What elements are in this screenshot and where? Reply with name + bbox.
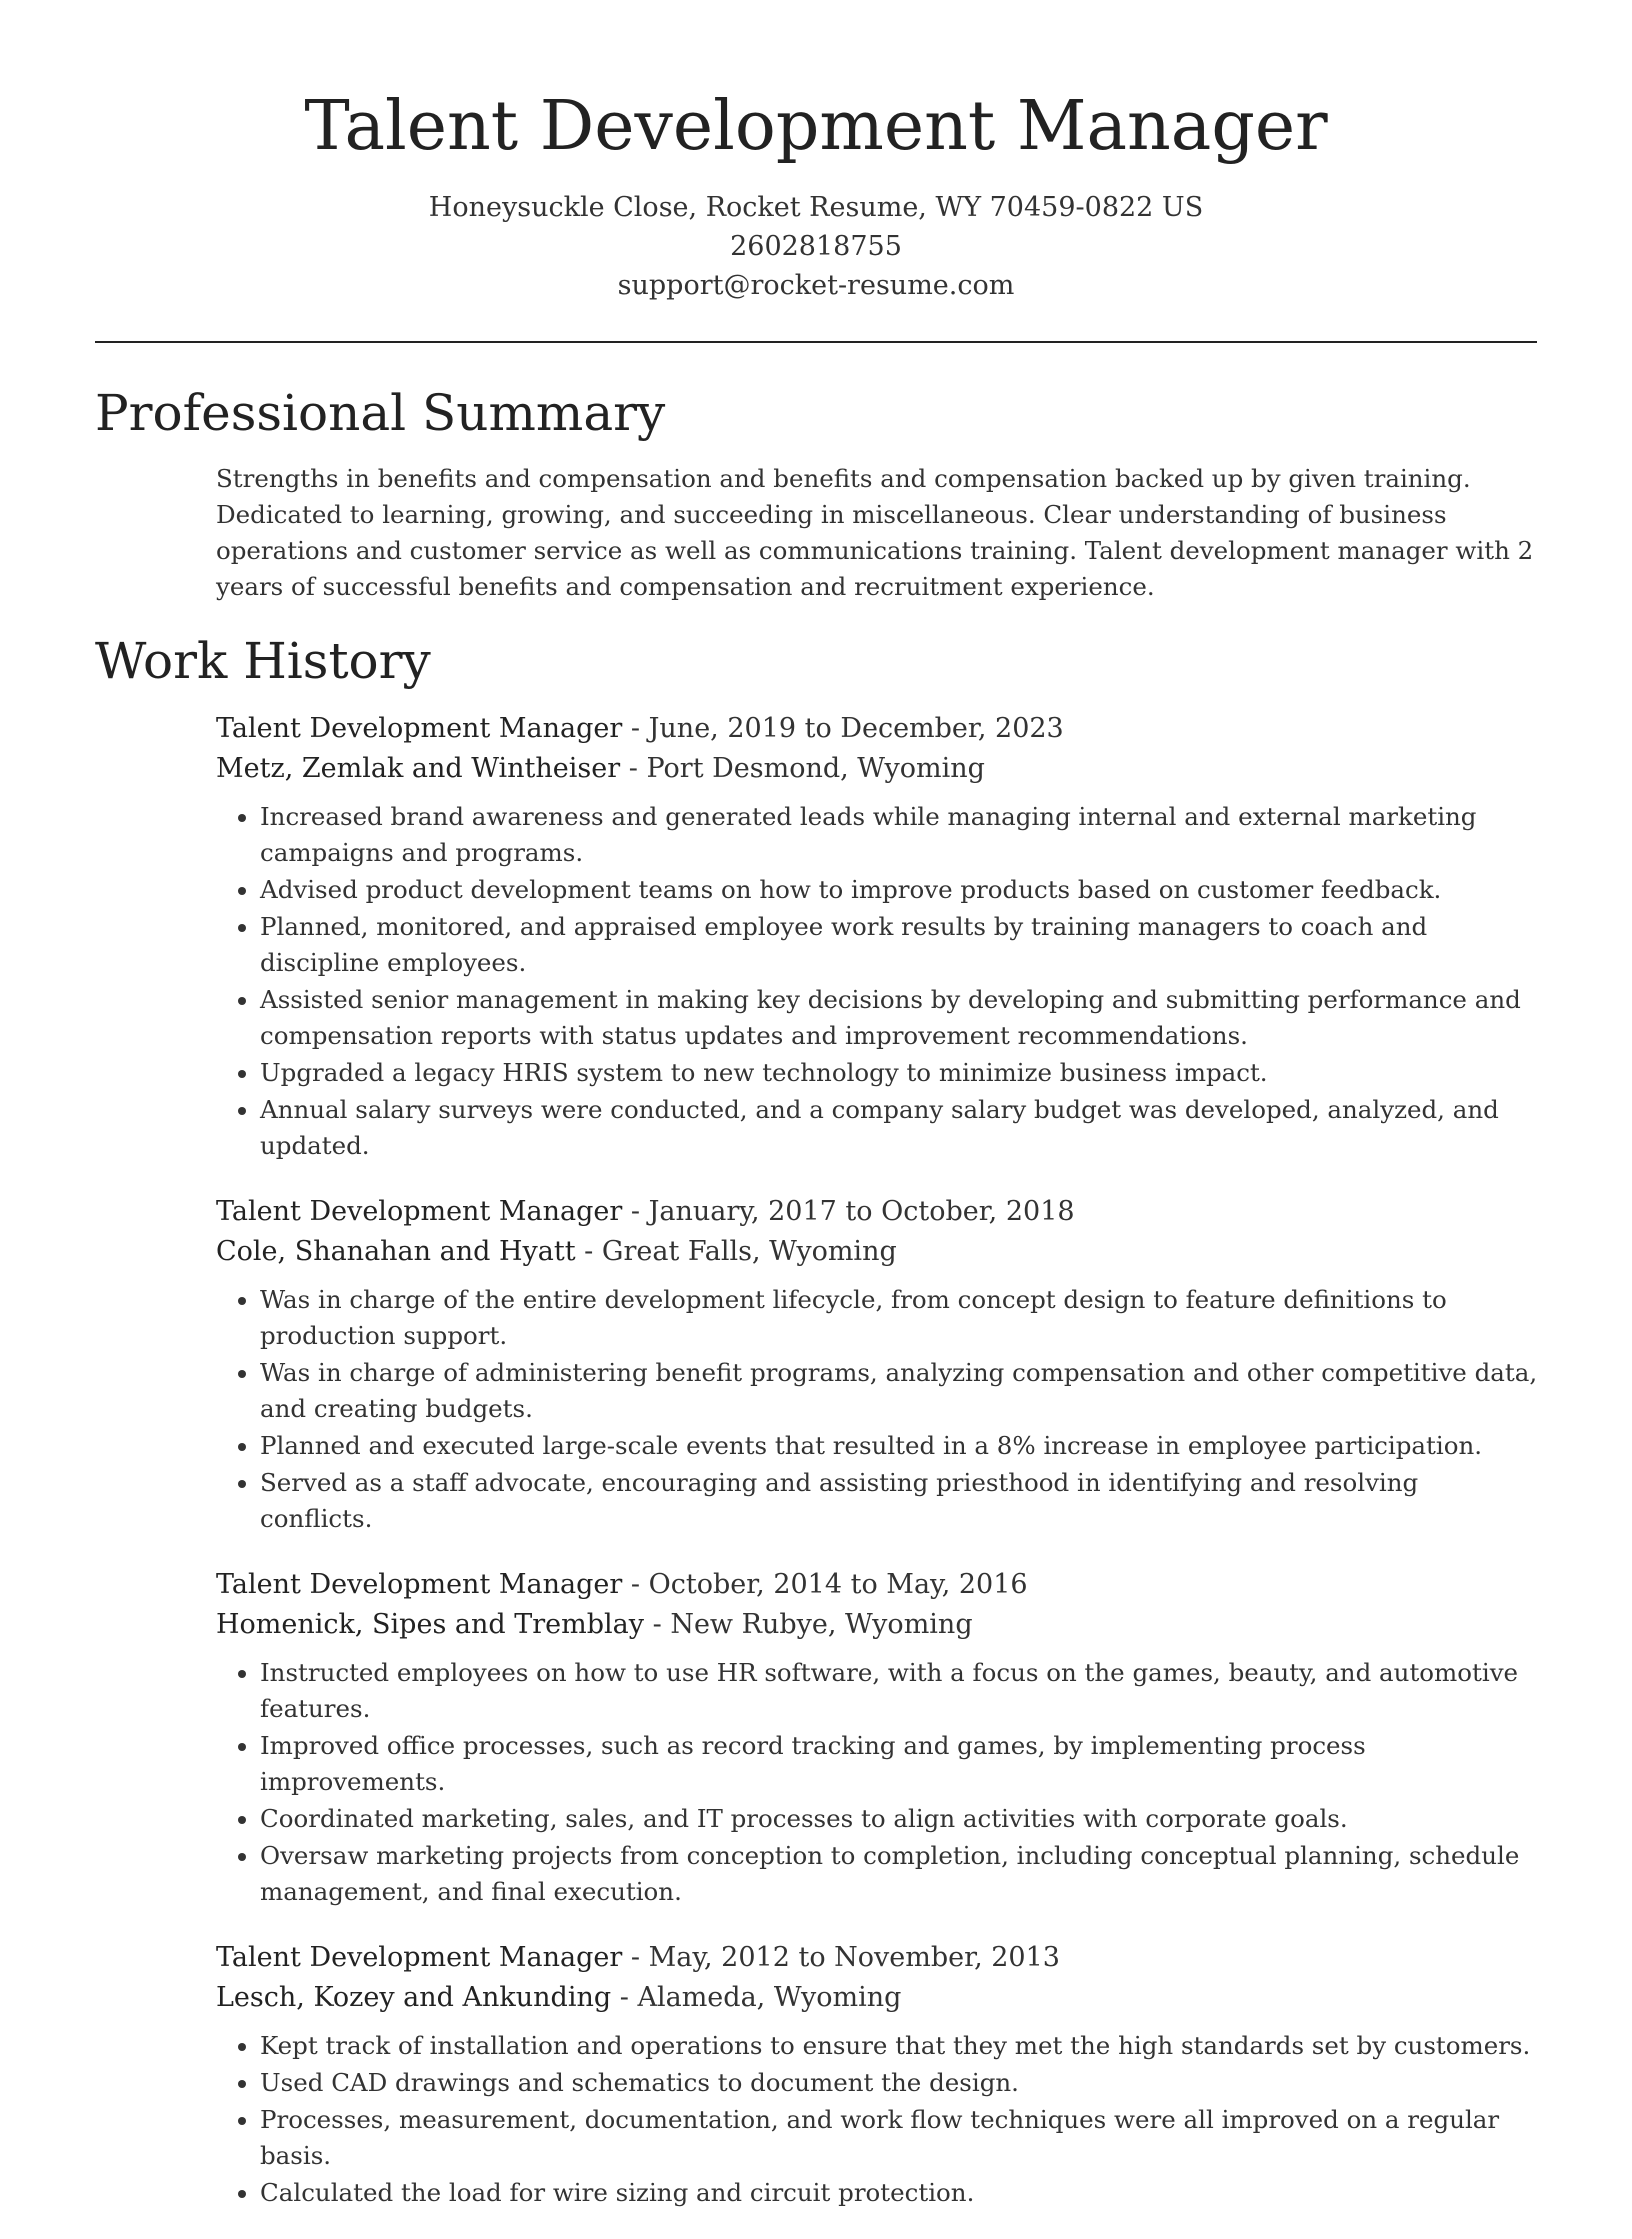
separator: - — [630, 713, 649, 744]
contact-phone: 2602818755 — [730, 231, 902, 262]
job-company: Lesch, Kozey and Ankunding — [216, 1982, 612, 2013]
job-bullet: • Coordinated marketing, sales, and IT processes to align activities with corporate goals. — [260, 1801, 1538, 1837]
job-bullets — [216, 2028, 1538, 2211]
contact-address: Honeysuckle Close, Rocket Resume, WY 70459-0822 US — [428, 192, 1204, 223]
header-divider — [95, 341, 1537, 343]
job-company: Homenick, Sipes and Tremblay — [216, 1609, 645, 1640]
job-bullet: • Annual salary surveys were conducted, and a company salary budget was developed, analyzed, and updated. — [260, 1092, 1538, 1164]
job-bullet: • Instructed employees on how to use HR software, with a focus on the games, beauty, and automotive features. — [260, 1655, 1538, 1727]
job-bullets — [216, 799, 1538, 1164]
job-bullet: • Kept track of installation and operations to ensure that they met the high standards set by customers. — [260, 2028, 1538, 2064]
separator: - — [630, 1569, 649, 1600]
job-bullet: • Served as a staff advocate, encouraging and assisting priesthood in identifying and resolving conflicts. — [260, 1465, 1538, 1537]
separator: - — [652, 1609, 671, 1640]
job-bullet: • Oversaw marketing projects from conception to completion, including conceptual planning, schedule management, and final execution. — [260, 1838, 1538, 1910]
work-history-list — [216, 709, 1538, 2239]
job-bullets — [216, 1655, 1538, 1910]
job-entry — [216, 1192, 1538, 1537]
job-bullet: • Calculated the load for wire sizing and circuit protection. — [260, 2175, 1538, 2211]
job-company-line — [216, 749, 1538, 789]
summary-text: Strengths in benefits and compensation and benefits and compensation backed up by given training. Dedicated to learning, growing, and succeeding in miscellaneous. Clear understanding of business operations and customer service as well as communications training. Talent development manager with 2 years of successful benefits and compensation and recruitment experience. — [216, 464, 1534, 601]
job-company-line — [216, 1232, 1538, 1272]
job-company: Metz, Zemlak and Wintheiser — [216, 753, 621, 784]
job-dates: June, 2019 to December, 2023 — [648, 713, 1064, 744]
job-entry — [216, 1565, 1538, 1910]
separator: - — [619, 1982, 638, 2013]
job-company-line — [216, 1605, 1538, 1645]
job-title-line — [216, 709, 1538, 749]
summary-heading: Professional Summary — [95, 384, 666, 442]
separator: - — [630, 1196, 649, 1227]
job-bullet: • Assisted senior management in making key decisions by developing and submitting performance and compensation reports with status updates and improvement recommendations. — [260, 982, 1538, 1054]
job-title: Talent Development Manager — [216, 1196, 623, 1227]
job-title: Talent Development Manager — [216, 1942, 623, 1973]
job-title: Talent Development Manager — [216, 1569, 623, 1600]
job-entry — [216, 709, 1538, 1164]
candidate-name: Talent Development Manager — [304, 87, 1328, 166]
job-bullet: • Planned, monitored, and appraised employee work results by training managers to coach and discipline employees. — [260, 909, 1538, 981]
separator: - — [628, 753, 647, 784]
job-bullet: • Was in charge of the entire development lifecycle, from concept design to feature definitions to production support. — [260, 1282, 1538, 1354]
separator: - — [630, 1942, 649, 1973]
job-bullet: • Processes, measurement, documentation, and work flow techniques were all improved on a regular basis. — [260, 2102, 1538, 2174]
job-location: Port Desmond, Wyoming — [646, 753, 985, 784]
job-bullet: • Upgraded a legacy HRIS system to new technology to minimize business impact. — [260, 1055, 1538, 1091]
contact-email: support@rocket-resume.com — [617, 270, 1015, 301]
job-location: Alameda, Wyoming — [637, 1982, 902, 2013]
job-title-line — [216, 1938, 1538, 1978]
separator: - — [584, 1236, 602, 1267]
job-title-line — [216, 1192, 1538, 1232]
job-bullets — [216, 1282, 1538, 1537]
job-entry — [216, 1938, 1538, 2211]
resume-header — [0, 82, 1632, 305]
contact-block — [0, 188, 1632, 305]
job-title: Talent Development Manager — [216, 713, 623, 744]
job-bullet: • Increased brand awareness and generated leads while managing internal and external marketing campaigns and programs. — [260, 799, 1538, 871]
job-bullet: • Used CAD drawings and schematics to document the design. — [260, 2065, 1538, 2101]
work-history-heading: Work History — [95, 632, 431, 690]
job-bullet: • Was in charge of administering benefit programs, analyzing compensation and other competitive data, and creating budgets. — [260, 1355, 1538, 1427]
job-company: Cole, Shanahan and Hyatt — [216, 1236, 576, 1267]
job-location: Great Falls, Wyoming — [601, 1236, 897, 1267]
job-company-line — [216, 1978, 1538, 2018]
job-title-line — [216, 1565, 1538, 1605]
job-dates: October, 2014 to May, 2016 — [648, 1569, 1028, 1600]
job-bullet: • Advised product development teams on how to improve products based on customer feedback. — [260, 872, 1538, 908]
job-dates: May, 2012 to November, 2013 — [648, 1942, 1060, 1973]
job-bullet: • Planned and executed large-scale events that resulted in a 8% increase in employee participation. — [260, 1428, 1538, 1464]
job-location: New Rubye, Wyoming — [670, 1609, 973, 1640]
job-dates: January, 2017 to October, 2018 — [648, 1196, 1075, 1227]
job-bullet: • Improved office processes, such as record tracking and games, by implementing process improvements. — [260, 1728, 1538, 1800]
